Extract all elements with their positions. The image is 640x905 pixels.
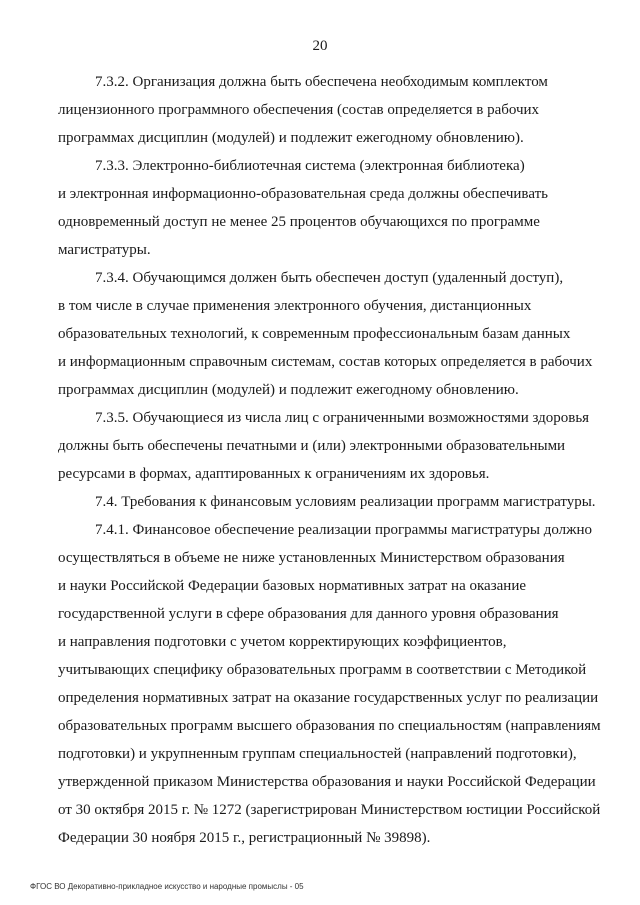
text-line: и информационным справочным системам, состав которых определяется в рабочих (58, 354, 593, 370)
text-line: подготовки) и укрупненным группам специальностей (направлений подготовки), (58, 746, 577, 762)
paragraph-7-3-5 (58, 404, 600, 488)
text-line: и науки Российской Федерации базовых нормативных затрат на оказание (58, 578, 527, 594)
text-line: 7.3.4. Обучающимся должен быть обеспечен доступ (удаленный доступ), (95, 270, 564, 286)
text-line: в том числе в случае применения электронного обучения, дистанционных (58, 298, 532, 314)
text-line: ресурсами в формах, адаптированных к ограничениям их здоровья. (58, 466, 490, 482)
text-line: программах дисциплин (модулей) и подлежит ежегодному обновлению). (58, 130, 524, 146)
text-line: одновременный доступ не менее 25 процентов обучающихся по программе (58, 214, 540, 230)
paragraph-7-4-1 (58, 516, 600, 852)
paragraph-7-4 (58, 488, 600, 516)
text-line: образовательных технологий, к современным профессиональным базам данных (58, 326, 571, 342)
paragraph-7-3-2 (58, 68, 600, 152)
text-line: 7.4.1. Финансовое обеспечение реализации программы магистратуры должно (95, 522, 593, 538)
body-text (58, 68, 600, 852)
text-line: лицензионного программного обеспечения (состав определяется в рабочих (58, 102, 540, 118)
text-line: 7.3.3. Электронно-библиотечная система (электронная библиотека) (95, 158, 525, 174)
page-number: 20 (312, 38, 328, 54)
paragraph-7-3-4 (58, 264, 600, 404)
section-heading: 7.4. Требования к финансовым условиям реализации программ магистратуры. (95, 494, 596, 510)
text-line: учитывающих специфику образовательных программ в соответствии с Методикой (58, 662, 587, 678)
text-line: образовательных программ высшего образования по специальностям (направлениям (58, 718, 601, 734)
text-line: и направления подготовки с учетом корректирующих коэффициентов, (58, 634, 507, 650)
page-footer: ФГОС ВО Декоративно-прикладное искусство и народные промыслы - 05 (30, 882, 304, 891)
paragraph-7-3-3 (58, 152, 600, 264)
text-line: и электронная информационно-образовательная среда должны обеспечивать (58, 186, 548, 202)
text-line: утвержденной приказом Министерства образования и науки Российской Федерации (58, 774, 596, 790)
text-line: 7.3.5. Обучающиеся из числа лиц с ограниченными возможностями здоровья (95, 410, 590, 426)
text-line: магистратуры. (58, 242, 151, 258)
text-line: Федерации 30 ноября 2015 г., регистрационный № 39898). (58, 830, 431, 846)
text-line: от 30 октября 2015 г. № 1272 (зарегистрирован Министерством юстиции Российской (58, 802, 601, 818)
text-line: определения нормативных затрат на оказание государственных услуг по реализации (58, 690, 599, 706)
text-line: 7.3.2. Организация должна быть обеспечена необходимым комплектом (95, 74, 548, 90)
text-line: государственной услуги в сфере образования для данного уровня образования (58, 606, 559, 622)
text-line: должны быть обеспечены печатными и (или) электронными образовательными (58, 438, 566, 454)
text-line: программах дисциплин (модулей) и подлежит ежегодному обновлению. (58, 382, 519, 398)
text-line: осуществляться в объеме не ниже установленных Министерством образования (58, 550, 565, 566)
